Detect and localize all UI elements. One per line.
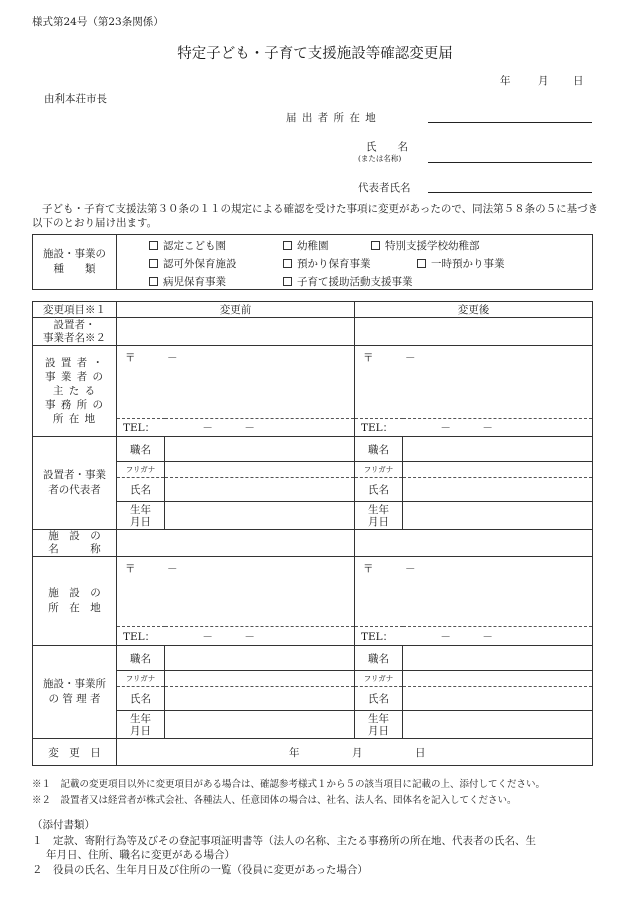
name-label: 氏 名 (366, 141, 408, 153)
mgr-birth-after[interactable] (403, 711, 593, 739)
name-line[interactable] (428, 162, 592, 163)
rep-furigana-after[interactable] (403, 462, 593, 478)
facility-address-after[interactable] (355, 557, 593, 627)
mgr-title-after[interactable] (403, 646, 593, 671)
mgr-birth-before[interactable] (165, 711, 355, 739)
rep-furigana-label-before: フリガナ (117, 462, 165, 478)
facility-tel-after[interactable]: TEL： － － (355, 627, 593, 646)
mgr-birth-label-after: 生年 月日 (355, 711, 403, 739)
mgr-name-label-before: 氏名 (117, 687, 165, 711)
mgr-furigana-label-after: フリガナ (355, 671, 403, 687)
postal-mark: 〒 － (125, 563, 178, 575)
rep-furigana-before[interactable] (165, 462, 355, 478)
rep-title-after[interactable] (403, 437, 593, 462)
mgr-name-after[interactable] (403, 687, 593, 711)
facility-type-label: 施設・事業の 種 類 (33, 235, 117, 290)
header-item: 変更項目※１ (33, 302, 117, 318)
change-table (32, 301, 593, 766)
operator-name-before[interactable] (117, 318, 355, 346)
operator-address-before[interactable] (117, 346, 355, 419)
operator-name-after[interactable] (355, 318, 593, 346)
row-label-change-date: 変 更 日 (33, 739, 117, 766)
postal-mark: 〒 － (363, 563, 416, 575)
mgr-birth-label-before: 生年 月日 (117, 711, 165, 739)
rep-name-label-after: 氏名 (355, 478, 403, 502)
option-nintei-kodomoen[interactable]: 認定こども園 (149, 238, 226, 253)
header-before: 変更前 (117, 302, 355, 318)
mgr-title-label-before: 職名 (117, 646, 165, 671)
rep-birth-before[interactable] (165, 502, 355, 530)
rep-name-before[interactable] (165, 478, 355, 502)
mgr-title-before[interactable] (165, 646, 355, 671)
operator-tel-before[interactable]: TEL： － － (117, 419, 355, 437)
attachments-heading: （添付書類） (32, 819, 95, 831)
facility-tel-before[interactable]: TEL： － － (117, 627, 355, 646)
option-azukari-hoiku[interactable]: 預かり保育事業 (283, 256, 371, 271)
facility-type-options (117, 235, 593, 290)
header-after: 変更後 (355, 302, 593, 318)
rep-title-before[interactable] (165, 437, 355, 462)
option-tokubetsu-shien[interactable]: 特別支援学校幼稚部 (371, 238, 480, 253)
change-date-value[interactable]: 年 月 日 (117, 739, 593, 766)
facility-type-table (32, 234, 593, 290)
address-label: 届 出 者 所 在 地 (286, 112, 377, 124)
rep-birth-after[interactable] (403, 502, 593, 530)
date-day: 日 (573, 75, 584, 87)
checkbox-icon (283, 241, 292, 250)
row-label-operator-address: 設 置 者 ・ 事 業 者 の 主 た る 事 務 所 の 所 在 地 (33, 346, 117, 437)
checkbox-icon (417, 259, 426, 268)
row-label-manager: 施設・事業所 の 管 理 者 (33, 646, 117, 739)
option-kosodate-enjo[interactable]: 子育て援助活動支援事業 (283, 274, 413, 289)
checkbox-icon (149, 241, 158, 250)
operator-tel-after[interactable]: TEL： － － (355, 419, 593, 437)
mgr-name-label-after: 氏名 (355, 687, 403, 711)
facility-name-after[interactable] (355, 530, 593, 557)
recipient: 由利本荘市長 (44, 93, 107, 105)
rep-title-label-before: 職名 (117, 437, 165, 462)
option-ninkagai-hoiku[interactable]: 認可外保育施設 (149, 256, 237, 271)
facility-name-before[interactable] (117, 530, 355, 557)
mgr-title-label-after: 職名 (355, 646, 403, 671)
note-1: ※１ 記載の変更項目以外に変更項目がある場合は、確認参考様式１から５の該当項目に記載の上、添付してください。 (32, 779, 546, 790)
postal-mark: 〒 － (363, 352, 416, 364)
checkbox-icon (149, 277, 158, 286)
option-ichiji-azukari[interactable]: 一時預かり事業 (417, 256, 505, 271)
row-label-operator-name: 設置者・ 事業者名※２ (33, 318, 117, 346)
attachment-1-line1: １ 定款、寄附行為等及びその登記事項証明書等（法人の名称、主たる事務所の所在地、代表者の氏名、生 (32, 835, 536, 847)
date-month: 月 (538, 75, 549, 87)
intro-text: 子ども・子育て支援法第３０条の１１の規定による確認を受けた事項に変更があったので、同法第５８条の５に基づき以下のとおり届け出ます。 (32, 203, 599, 229)
checkbox-icon (283, 277, 292, 286)
rep-name-after[interactable] (403, 478, 593, 502)
row-label-facility-address: 施 設 の 所 在 地 (33, 557, 117, 646)
name-sub-label: (または名称) (358, 154, 402, 163)
checkbox-icon (371, 241, 380, 250)
rep-furigana-label-after: フリガナ (355, 462, 403, 478)
representative-line[interactable] (428, 192, 592, 193)
row-label-representative: 設置者・事業 者の代表者 (33, 437, 117, 530)
row-label-facility-name: 施 設 の 名 称 (33, 530, 117, 557)
form-number: 様式第24号（第23条関係） (32, 16, 164, 28)
mgr-furigana-before[interactable] (165, 671, 355, 687)
attachment-1-line2: 年月日、住所、職名に変更がある場合） (46, 849, 235, 861)
note-2: ※２ 設置者又は経営者が株式会社、各種法人、任意団体の場合は、社名、法人名、団体名を記入してください。 (32, 795, 517, 806)
rep-title-label-after: 職名 (355, 437, 403, 462)
option-yochien[interactable]: 幼稚園 (283, 238, 329, 253)
address-line[interactable] (428, 122, 592, 123)
checkbox-icon (149, 259, 158, 268)
mgr-furigana-after[interactable] (403, 671, 593, 687)
attachment-2: ２ 役員の氏名、生年月日及び住所の一覧（役員に変更があった場合） (32, 864, 368, 876)
mgr-furigana-label-before: フリガナ (117, 671, 165, 687)
representative-label: 代表者氏名 (358, 182, 411, 194)
mgr-name-before[interactable] (165, 687, 355, 711)
rep-birth-label-after: 生年 月日 (355, 502, 403, 530)
facility-address-before[interactable] (117, 557, 355, 627)
operator-address-after[interactable] (355, 346, 593, 419)
option-byoji-hoiku[interactable]: 病児保育事業 (149, 274, 226, 289)
date-year: 年 (500, 75, 511, 87)
postal-mark: 〒 － (125, 352, 178, 364)
rep-name-label-before: 氏名 (117, 478, 165, 502)
rep-birth-label-before: 生年 月日 (117, 502, 165, 530)
checkbox-icon (283, 259, 292, 268)
page-title: 特定子ども・子育て支援施設等確認変更届 (177, 46, 453, 62)
